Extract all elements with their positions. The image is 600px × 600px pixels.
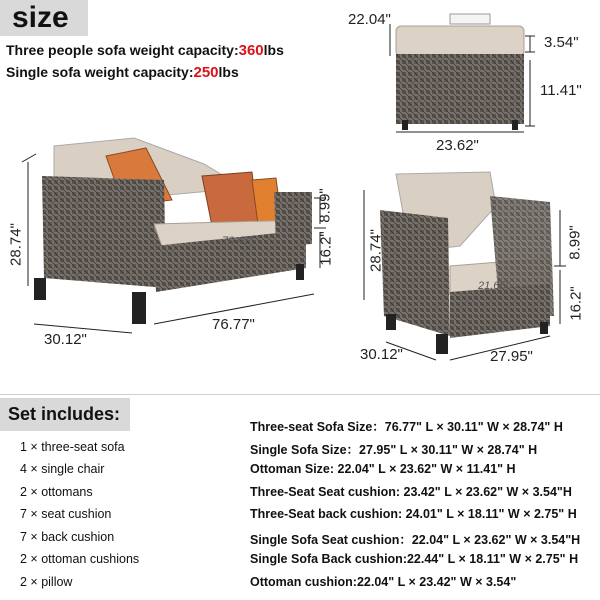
ottoman-depth-dim: 23.62"	[436, 137, 479, 154]
size-tag-label: size	[12, 1, 69, 34]
capacity-line-sofa: Three people sofa weight capacity:360lbs	[6, 42, 284, 59]
chair-seat-height-dim: 16.2"	[567, 286, 585, 321]
set-includes-title: Set includes:	[8, 404, 121, 424]
sofa-seat-width-dim: 70.47"	[222, 235, 254, 247]
ottoman-illustration	[380, 8, 550, 133]
chair-illustration	[350, 166, 580, 366]
list-item: 1 × three-seat sofa	[20, 440, 125, 454]
list-item: 2 × pillow	[20, 575, 73, 589]
size-tag	[0, 0, 88, 36]
spec-line: Three-seat Sofa Size：76.77" L × 30.11" W × 28.74" H	[250, 420, 563, 434]
book-icon	[450, 14, 490, 24]
sofa-depth-dim: 30.12"	[44, 331, 87, 348]
spec-line: Three-Seat back cushion: 24.01" L × 18.11" W × 2.75" H	[250, 507, 577, 521]
spec-line: Single Sofa Seat cushion：22.04" L × 23.62" W × 3.54"H	[250, 533, 581, 547]
chair-seat-width-dim: 21.65"	[478, 280, 510, 292]
chair-height-dim: 28.74"	[367, 229, 385, 272]
spec-line: Three-Seat Seat cushion: 23.42" L × 23.62" W × 3.54"H	[250, 485, 572, 499]
list-item: 7 × seat cushion	[20, 507, 112, 521]
spec-line: Ottoman cushion:22.04" L × 23.42" W × 3.54"	[250, 575, 517, 589]
capacity-line-single: Single sofa weight capacity:250lbs	[6, 64, 239, 81]
ottoman-width-dim: 22.04"	[348, 11, 391, 28]
sofa-illustration	[14, 128, 334, 338]
chair-depth-dim: 30.12"	[360, 346, 403, 363]
section-divider	[0, 394, 600, 395]
pillow-icon	[202, 172, 258, 226]
sofa-length-dim: 76.77"	[212, 316, 255, 333]
spec-line: Single Sofa Back cushion:22.44" L × 18.11" W × 2.75" H	[250, 552, 579, 566]
list-item: 7 × back cushion	[20, 530, 115, 544]
list-item: 2 × ottomans	[20, 485, 93, 499]
list-item: 4 × single chair	[20, 462, 105, 476]
sofa-seat-height-dim: 16.2"	[317, 231, 335, 266]
list-item: 2 × ottoman cushions	[20, 552, 140, 566]
ottoman-cushion-dim: 3.54"	[544, 34, 579, 51]
set-includes-tag	[0, 398, 130, 431]
chair-back-dim: 8.99"	[566, 225, 584, 260]
sofa-height-dim: 28.74"	[7, 223, 25, 266]
sofa-back-dim: 8.99"	[316, 188, 334, 223]
ottoman-height-dim: 11.41"	[540, 82, 582, 99]
spec-line: Ottoman Size: 22.04" L × 23.62" W × 11.41" H	[250, 462, 516, 476]
spec-line: Single Sofa Size：27.95" L × 30.11" W × 28.74" H	[250, 443, 538, 457]
chair-width-dim: 27.95"	[490, 348, 533, 365]
